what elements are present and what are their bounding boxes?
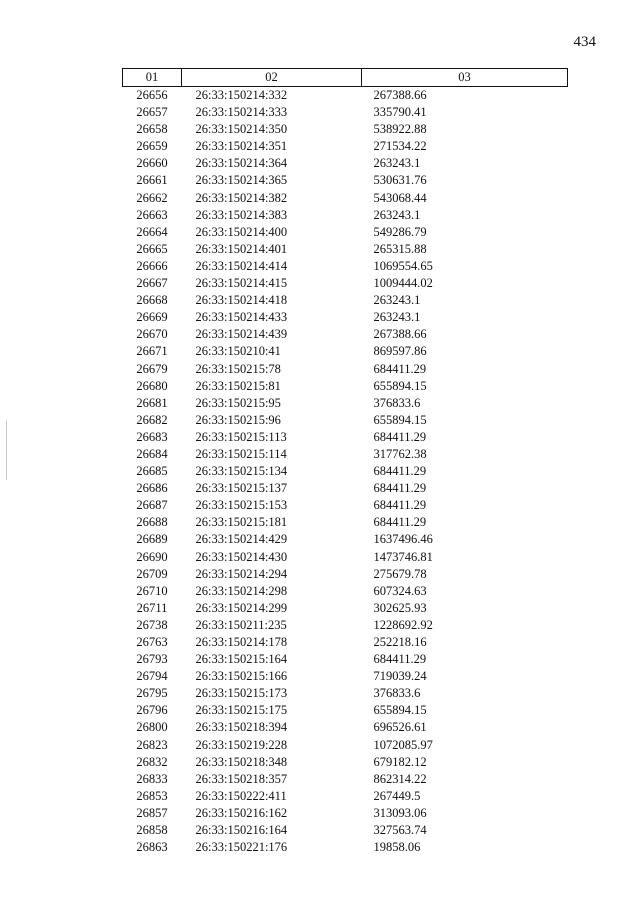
cell-id: 26709 (136, 566, 168, 581)
cell-cadastral-number: 26:33:150216:162 (195, 805, 288, 820)
cell-value: 530631.76 (373, 173, 427, 188)
cell-value: 1069554.65 (373, 258, 433, 273)
table-row (123, 395, 568, 412)
table-row (123, 292, 568, 309)
cell-id: 26657 (136, 105, 168, 120)
table-row (123, 702, 568, 719)
cell-id: 26738 (136, 617, 168, 632)
cell-cadastral-number: 26:33:150215:134 (195, 464, 288, 479)
cell-id: 26710 (136, 583, 168, 598)
cell-value: 267449.5 (373, 788, 421, 803)
cell-cadastral-number: 26:33:150214:299 (195, 600, 288, 615)
table-row (123, 737, 568, 754)
cell-cadastral-number: 26:33:150214:333 (195, 105, 288, 120)
table-row (123, 771, 568, 788)
table-row (123, 241, 568, 258)
cell-value: 684411.29 (373, 464, 427, 479)
cell-cadastral-number: 26:33:150210:41 (195, 344, 281, 359)
cell-cadastral-number: 26:33:150215:164 (195, 652, 288, 667)
column-header-02: 02 (182, 69, 362, 87)
cell-id: 26823 (136, 737, 168, 752)
cell-value: 317762.38 (373, 446, 427, 461)
cell-cadastral-number: 26:33:150214:365 (195, 173, 288, 188)
cell-id: 26684 (136, 446, 168, 461)
cell-cadastral-number: 26:33:150214:400 (195, 224, 288, 239)
cell-cadastral-number: 26:33:150214:439 (195, 327, 288, 342)
data-table (122, 68, 568, 856)
cell-cadastral-number: 26:33:150218:348 (195, 754, 288, 769)
cell-value: 543068.44 (373, 190, 427, 205)
table-row (123, 754, 568, 771)
cell-cadastral-number: 26:33:150215:78 (195, 361, 281, 376)
cell-cadastral-number: 26:33:150214:294 (195, 566, 288, 581)
table-row (123, 121, 568, 138)
cell-id: 26689 (136, 532, 168, 547)
table-row (123, 634, 568, 651)
cell-cadastral-number: 26:33:150214:430 (195, 549, 288, 564)
cell-value: 263243.1 (373, 156, 421, 171)
cell-cadastral-number: 26:33:150215:96 (195, 412, 281, 427)
cell-value: 335790.41 (373, 105, 427, 120)
cell-cadastral-number: 26:33:150222:411 (195, 788, 287, 803)
cell-value: 684411.29 (373, 429, 427, 444)
cell-value: 679182.12 (373, 754, 427, 769)
cell-cadastral-number: 26:33:150215:166 (195, 669, 288, 684)
table-row (123, 600, 568, 617)
cell-value: 696526.61 (373, 720, 427, 735)
cell-value: 271534.22 (373, 139, 427, 154)
table-row (123, 326, 568, 343)
header-row (123, 69, 568, 87)
table-row (123, 719, 568, 736)
table-row (123, 685, 568, 702)
cell-cadastral-number: 26:33:150214:178 (195, 635, 288, 649)
cell-value: 1473746.81 (373, 549, 433, 564)
table-row (123, 583, 568, 600)
cell-id: 26853 (136, 788, 168, 803)
cell-cadastral-number: 26:33:150214:350 (195, 122, 288, 137)
cell-cadastral-number: 26:33:150221:176 (195, 840, 288, 855)
column-header-03: 03 (362, 69, 568, 87)
cell-value: 684411.29 (373, 361, 427, 376)
cell-id: 26656 (136, 88, 168, 102)
cell-id: 26659 (136, 139, 168, 154)
cell-cadastral-number: 26:33:150214:382 (195, 190, 288, 205)
cell-id: 26671 (136, 344, 168, 359)
cell-id: 26832 (136, 754, 168, 769)
cell-value: 1072085.97 (373, 737, 433, 752)
table-row (123, 822, 568, 839)
cell-cadastral-number: 26:33:150219:228 (195, 737, 288, 752)
cell-cadastral-number: 26:33:150214:414 (195, 258, 288, 273)
page-number: 434 (573, 34, 596, 50)
table-row (123, 378, 568, 395)
table-row (123, 343, 568, 360)
cell-id: 26662 (136, 190, 168, 205)
cell-cadastral-number: 26:33:150214:418 (195, 293, 288, 308)
cell-value: 376833.6 (373, 686, 421, 701)
table-row (123, 805, 568, 822)
table-row (123, 668, 568, 685)
table-row (123, 224, 568, 241)
cell-cadastral-number: 26:33:150215:95 (195, 395, 281, 410)
table-row (123, 172, 568, 189)
table-row (123, 514, 568, 531)
cell-cadastral-number: 26:33:150215:153 (195, 498, 288, 513)
cell-value: 607324.63 (373, 583, 427, 598)
table-row (123, 839, 568, 856)
cell-id: 26660 (136, 156, 168, 171)
cell-id: 26793 (136, 652, 168, 667)
cell-cadastral-number: 26:33:150215:114 (195, 446, 287, 461)
cell-id: 26664 (136, 224, 168, 239)
cell-cadastral-number: 26:33:150218:357 (195, 771, 288, 786)
cell-id: 26711 (136, 600, 168, 615)
table-row (123, 309, 568, 326)
cell-id: 26682 (136, 412, 168, 427)
table-row (123, 549, 568, 566)
cell-value: 1637496.46 (373, 532, 433, 547)
cell-value: 684411.29 (373, 498, 427, 513)
cell-value: 1009444.02 (373, 276, 433, 291)
table-row (123, 258, 568, 275)
cell-id: 26683 (136, 429, 168, 444)
cell-cadastral-number: 26:33:150218:394 (195, 720, 288, 735)
table-row (123, 104, 568, 121)
cell-value: 263243.1 (373, 310, 421, 325)
cell-value: 327563.74 (373, 823, 427, 838)
cell-id: 26686 (136, 481, 168, 496)
cell-id: 26685 (136, 464, 168, 479)
table-row (123, 275, 568, 292)
cell-id: 26667 (136, 276, 168, 291)
cell-value: 549286.79 (373, 224, 427, 239)
table-row (123, 412, 568, 429)
cell-cadastral-number: 26:33:150214:429 (195, 532, 288, 547)
cell-id: 26690 (136, 549, 168, 564)
cell-id: 26794 (136, 669, 168, 684)
table-header (123, 69, 568, 87)
cell-id: 26658 (136, 122, 168, 137)
cell-value: 684411.29 (373, 481, 427, 496)
cell-value: 275679.78 (373, 566, 427, 581)
cell-id: 26863 (136, 840, 168, 855)
cell-cadastral-number: 26:33:150216:164 (195, 823, 288, 838)
table-row (123, 138, 568, 155)
cell-value: 263243.1 (373, 207, 421, 222)
cell-value: 719039.24 (373, 669, 427, 684)
cell-cadastral-number: 26:33:150215:113 (195, 429, 287, 444)
table-row (123, 788, 568, 805)
cell-id: 26857 (136, 805, 168, 820)
cell-cadastral-number: 26:33:150215:173 (195, 686, 288, 701)
cell-value: 19858.06 (373, 840, 421, 855)
cell-id: 26680 (136, 378, 168, 393)
cell-value: 684411.29 (373, 515, 427, 530)
cell-cadastral-number: 26:33:150214:298 (195, 583, 288, 598)
cell-value: 313093.06 (373, 805, 427, 820)
cell-cadastral-number: 26:33:150215:175 (195, 703, 288, 718)
cell-value: 252218.16 (373, 635, 427, 649)
cell-value: 1228692.92 (373, 617, 433, 632)
cell-cadastral-number: 26:33:150214:351 (195, 139, 288, 154)
table-row (123, 480, 568, 497)
column-header-01: 01 (123, 69, 182, 87)
cell-id: 26668 (136, 293, 168, 308)
cell-value: 538922.88 (373, 122, 427, 137)
cell-cadastral-number: 26:33:150214:401 (195, 241, 288, 256)
cell-cadastral-number: 26:33:150214:415 (195, 276, 288, 291)
table-row (123, 207, 568, 224)
cell-cadastral-number: 26:33:150214:433 (195, 310, 288, 325)
cell-value: 655894.15 (373, 412, 427, 427)
cell-id: 26795 (136, 686, 168, 701)
table-row (123, 361, 568, 378)
cell-cadastral-number: 26:33:150215:137 (195, 481, 288, 496)
cell-value: 655894.15 (373, 378, 427, 393)
table-row (123, 190, 568, 207)
cell-cadastral-number: 26:33:150214:364 (195, 156, 288, 171)
cell-id: 26679 (136, 361, 168, 376)
cell-value: 869597.86 (373, 344, 427, 359)
cell-id: 26663 (136, 207, 168, 222)
table-row (123, 531, 568, 548)
cell-value: 302625.93 (373, 600, 427, 615)
cell-id: 26688 (136, 515, 168, 530)
table-row (123, 497, 568, 514)
cell-id: 26763 (136, 635, 168, 649)
cell-id: 26687 (136, 498, 168, 513)
cell-id: 26681 (136, 395, 168, 410)
cell-id: 26858 (136, 823, 168, 838)
cell-value: 862314.22 (373, 771, 427, 786)
cell-value: 376833.6 (373, 395, 421, 410)
cell-value: 265315.88 (373, 241, 427, 256)
cell-cadastral-number: 26:33:150211:235 (195, 617, 287, 632)
cell-value: 267388.66 (373, 88, 427, 102)
cell-id: 26666 (136, 258, 168, 273)
cell-id: 26661 (136, 173, 168, 188)
table-row (123, 566, 568, 583)
cell-id: 26669 (136, 310, 168, 325)
table-row (123, 155, 568, 172)
cell-cadastral-number: 26:33:150215:81 (195, 378, 281, 393)
cell-cadastral-number: 26:33:150215:181 (195, 515, 288, 530)
table-row (123, 463, 568, 480)
table-row (123, 617, 568, 634)
table-row (123, 429, 568, 446)
cell-value: 655894.15 (373, 703, 427, 718)
cell-value: 684411.29 (373, 652, 427, 667)
table-row (123, 651, 568, 668)
cell-id: 26800 (136, 720, 168, 735)
cell-id: 26796 (136, 703, 168, 718)
table-row (123, 87, 568, 105)
scan-artifact-left (6, 420, 7, 480)
cell-id: 26833 (136, 771, 168, 786)
table-body (123, 87, 568, 857)
cell-id: 26665 (136, 241, 168, 256)
table-row (123, 446, 568, 463)
cell-id: 26670 (136, 327, 168, 342)
cell-cadastral-number: 26:33:150214:332 (195, 88, 288, 102)
cell-value: 267388.66 (373, 327, 427, 342)
cell-value: 263243.1 (373, 293, 421, 308)
cell-cadastral-number: 26:33:150214:383 (195, 207, 288, 222)
